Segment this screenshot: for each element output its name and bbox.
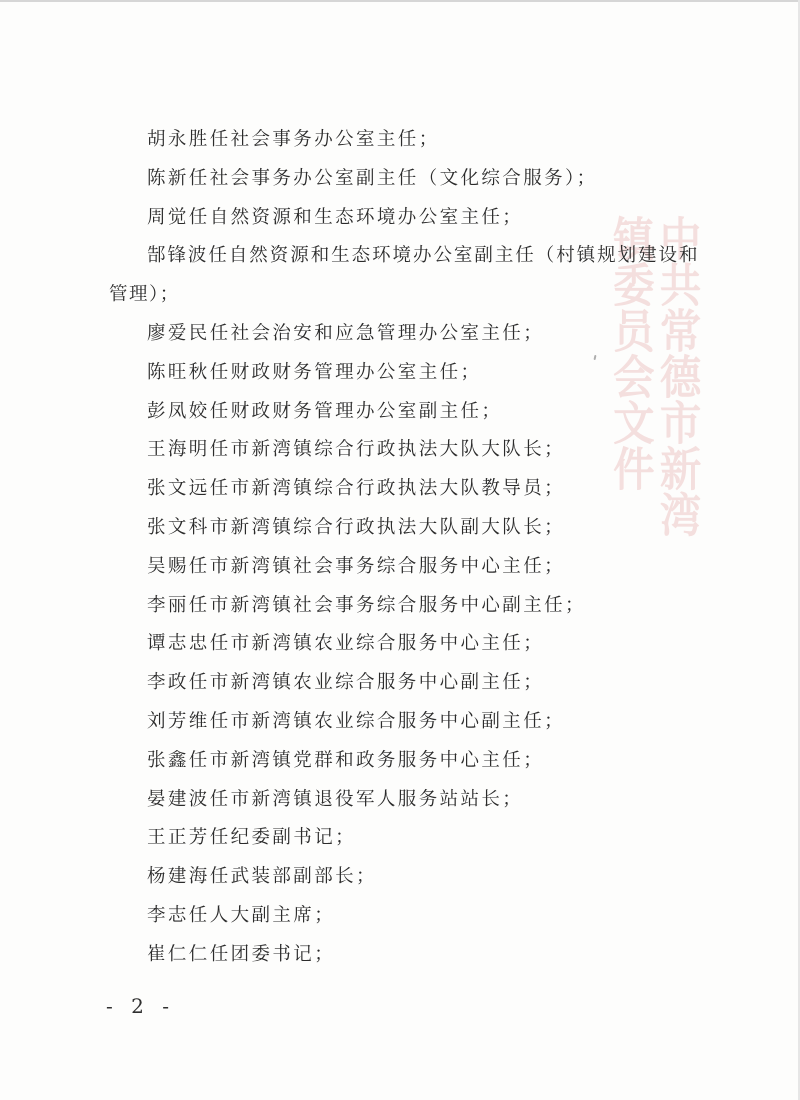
appointment-paragraph: 刘芳维任市新湾镇农业综合服务中心副主任； [147, 710, 566, 732]
page-number: - 2 - [106, 994, 175, 1018]
appointment-paragraph: 李政任市新湾镇农业综合服务中心副主任； [147, 672, 545, 694]
appointment-paragraph: 谭志忠任市新湾镇农业综合服务中心主任； [147, 633, 545, 655]
appointment-paragraph: 陈旺秋任财政财务管理办公室主任； [147, 361, 482, 383]
appointment-paragraph: 吴赐任市新湾镇社会事务综合服务中心主任； [147, 555, 566, 577]
appointment-paragraph: 李丽任市新湾镇社会事务综合服务中心副主任； [147, 594, 586, 616]
appointment-paragraph: 王海明任市新湾镇综合行政执法大队大队长； [147, 439, 566, 461]
appointment-paragraph: 李志任人大副主席； [147, 904, 336, 926]
scan-edge-top [0, 0, 800, 2]
document-body [109, 121, 699, 975]
appointment-paragraph: 崔仁仁任团委书记； [147, 943, 336, 965]
appointment-paragraph: 晏建波任市新湾镇退役军人服务站站长； [147, 788, 524, 810]
appointment-paragraph: 彭凤姣任财政财务管理办公室副主任； [147, 400, 503, 422]
appointment-paragraph: 廖爱民任社会治安和应急管理办公室主任； [147, 322, 545, 344]
appointment-paragraph: 杨建海任武装部副部长； [147, 866, 377, 888]
bleed-through-watermark: 中共常德市新湾镇委员会文件 [606, 215, 703, 537]
appointment-paragraph: 张文科市新湾镇综合行政执法大队副大队长； [147, 516, 566, 538]
appointment-paragraph: 胡永胜任社会事务办公室主任； [147, 129, 440, 150]
appointment-paragraph: 周觉任自然资源和生态环境办公室主任； [147, 206, 524, 228]
appointment-paragraph: 陈新任社会事务办公室副主任（文化综合服务）； [147, 167, 598, 189]
appointment-paragraph: 王正芳任纪委副书记； [147, 827, 357, 849]
appointment-paragraph: 张文远任市新湾镇综合行政执法大队教导员； [147, 478, 566, 500]
appointment-paragraph: 张鑫任市新湾镇党群和政务服务中心主任； [147, 749, 545, 771]
appointment-paragraph: 郜锋波任自然资源和生态环境办公室副主任（村镇规划建设和管理）； [109, 245, 699, 306]
